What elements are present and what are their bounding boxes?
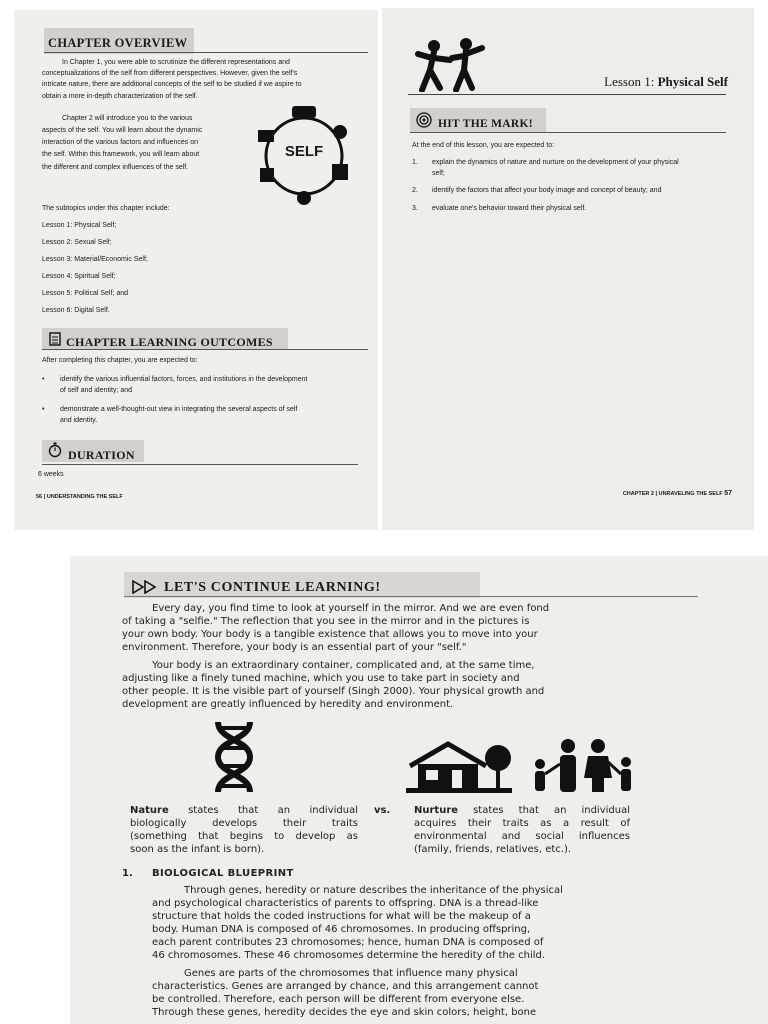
vs-label: vs.: [374, 805, 391, 816]
left-page: [14, 10, 378, 530]
footer-separator: |: [43, 494, 46, 500]
footer-chapter: CHAPTER 2: [622, 491, 654, 497]
nature-line-4: soon as the infant is born).: [130, 844, 265, 855]
nature-line-2: biologically develops their traits: [130, 818, 358, 829]
dna-icon: [212, 720, 256, 794]
intro-line-1: Every day, you find time to look at yourself in the mirror. And we are even fond: [152, 603, 550, 614]
self-diagram-icon: [252, 102, 356, 206]
page-number: 56: [36, 494, 43, 500]
chapter2-line-3: interaction of the various factors and influences on: [42, 139, 199, 146]
hit-intro: At the end of this lesson, you are expected to:: [412, 142, 555, 149]
outcomes-intro: After completing this chapter, you are expected to:: [42, 357, 198, 364]
chapter2-line-5: the different and complex influences of the self.: [42, 164, 189, 171]
section-number: 1.: [122, 868, 133, 879]
learning-outcomes-title: CHAPTER LEARNING OUTCOMES: [66, 335, 273, 349]
page-number: 57: [724, 490, 732, 497]
lesson-heading-prefix: Lesson 1:: [604, 74, 655, 89]
bullet-dot: •: [42, 376, 45, 383]
objective-1-line-2: self;: [432, 170, 445, 177]
bottom-page: [70, 556, 768, 1024]
nature-term: Nature: [130, 805, 169, 816]
chapter-overview-title: CHAPTER OVERVIEW: [48, 36, 188, 50]
family-icon: [526, 736, 642, 794]
section-rule: [410, 132, 726, 133]
section-rule: [42, 349, 368, 350]
objective-num: 3.: [412, 205, 418, 212]
continue-learning-title: LET'S CONTINUE LEARNING!: [164, 580, 381, 595]
checklist-icon: [48, 332, 62, 346]
lesson-item: Lesson 5: Political Self; and: [42, 290, 128, 297]
footer-separator: |: [655, 491, 658, 497]
intro-line-3: your own body. Your body is a tangible existence that allows you to move into your: [122, 629, 538, 640]
nurture-line-1-rest: states that an individual: [458, 805, 630, 816]
outcome-2-line-1: demonstrate a well-thought-out view in integrating the several aspects of self: [60, 406, 298, 413]
lesson-heading-title: Physical Self: [657, 74, 728, 89]
book-title: UNDERSTANDING THE SELF: [46, 494, 123, 500]
overview-line-2: conceptualizations of the self from different perspectives. However, given the self's: [42, 70, 298, 77]
nature-line-3: (something that begins to develop as: [130, 831, 358, 842]
genes-line-1: Genes are parts of the chromosomes that influence many physical: [184, 968, 518, 979]
outcome-1-line-1: identify the various influential factors, forces, and institutions in the development: [60, 376, 308, 383]
nurture-line-3: environmental and social influences: [414, 831, 630, 842]
outcome-1-line-2: of self and identity; and: [60, 387, 132, 394]
chapter2-line-2: aspects of the self. You will learn about the dynamic: [42, 127, 203, 134]
stopwatch-icon: [48, 442, 62, 458]
section-rule: [42, 464, 358, 465]
intro-line-2: of taking a "selfie." The reflection that you see in the mirror and in the pictures is: [122, 616, 530, 627]
lesson-item: Lesson 6: Digital Self.: [42, 307, 110, 314]
blueprint-line-6: 46 chromosomes. These 46 chromosomes determine the heredity of the child.: [152, 950, 546, 961]
dancing-people-icon: [412, 38, 488, 92]
objective-num: 1.: [412, 159, 418, 166]
house-tree-icon: [406, 738, 512, 794]
bullet-dot: •: [42, 406, 45, 413]
lesson-item: Lesson 1: Physical Self;: [42, 222, 117, 229]
objective-1-line-1: explain the dynamics of nature and nurture on the development of your physical: [432, 159, 679, 166]
section-rule: [44, 52, 368, 53]
self-label: SELF: [284, 143, 324, 160]
objective-2-line-1: identify the factors that affect your body image and concept of beauty; and: [432, 187, 662, 194]
nurture-term: Nurture: [414, 805, 459, 816]
outcome-2-line-2: and identity.: [60, 417, 98, 424]
lesson-heading: [604, 74, 728, 90]
overview-line-1: In Chapter 1, you were able to scrutinize the different representations and: [62, 59, 290, 66]
body-line-4: development are greatly influenced by heredity and environment.: [122, 699, 454, 710]
chapter2-line-4: the self. Within this framework, you will learn about: [42, 151, 200, 158]
lesson-item: Lesson 4: Spiritual Self;: [42, 273, 116, 280]
lesson-item: Lesson 2: Sexual Self;: [42, 239, 112, 246]
right-footer: [623, 490, 732, 497]
body-line-2: adjusting like a finely tuned machine, which you use to take part in society and: [122, 673, 520, 684]
genes-line-2: characteristics. Genes are arranged by chance, and this arrangement cannot: [152, 981, 539, 992]
section-rule: [124, 596, 698, 597]
nurture-line-2: acquires their traits as a result of: [414, 818, 630, 829]
lesson-item: Lesson 3: Material/Economic Self;: [42, 256, 148, 263]
blueprint-line-5: each parent contributes 23 chromosomes; hence, human DNA is composed of: [152, 937, 544, 948]
hit-the-mark-title: HIT THE MARK!: [438, 118, 533, 130]
target-icon: [416, 112, 432, 128]
chapter-title: UNRAVELING THE SELF: [658, 491, 723, 497]
nature-line-1: [130, 804, 358, 817]
objective-3-line-1: evaluate one's behavior toward their physical self.: [432, 205, 587, 212]
nurture-line-4: (family, friends, relatives, etc.).: [414, 844, 572, 855]
body-line-3: other people. It is the visible part of yourself (Singh 2000). Your physical growth and: [122, 686, 545, 697]
left-footer: [36, 494, 123, 500]
blueprint-line-2: and psychological characteristics of parents to offspring. DNA is a thread-like: [152, 898, 539, 909]
blueprint-line-4: body. Human DNA is composed of 46 chromosomes. In producing offspring,: [152, 924, 531, 935]
objective-num: 2.: [412, 187, 418, 194]
duration-title: DURATION: [68, 448, 135, 462]
genes-line-4: Through these genes, heredity decides the eye and skin colors, height, bone: [152, 1007, 537, 1018]
overview-line-3: intricate nature, there are additional concepts of the self to be studied if we aspire to: [42, 81, 302, 88]
chapter2-line-1: Chapter 2 will introduce you to the various: [62, 115, 193, 122]
blueprint-line-1: Through genes, heredity or nature describes the inheritance of the physical: [184, 885, 563, 896]
right-page: [382, 8, 754, 530]
nurture-line-1: [414, 804, 630, 817]
nature-line-1-rest: states that an individual: [168, 805, 358, 816]
intro-line-4: environment. Therefore, your body is an essential part of your "self.": [122, 642, 467, 653]
blueprint-line-3: structure that holds the coded instructions for what will be the makeup of a: [152, 911, 531, 922]
duration-value: 6 weeks: [38, 471, 64, 478]
play-arrows-icon: [132, 580, 158, 594]
genes-line-3: be controlled. Therefore, each person will be different from everyone else.: [152, 994, 525, 1005]
section-title: BIOLOGICAL BLUEPRINT: [152, 868, 294, 879]
overview-line-4: obtain a more in-depth characterization of the self.: [42, 93, 198, 100]
body-line-1: Your body is an extraordinary container, complicated and, at the same time,: [152, 660, 535, 671]
lesson-rule: [408, 94, 726, 95]
subtopics-intro: The subtopics under this chapter include:: [42, 205, 170, 212]
